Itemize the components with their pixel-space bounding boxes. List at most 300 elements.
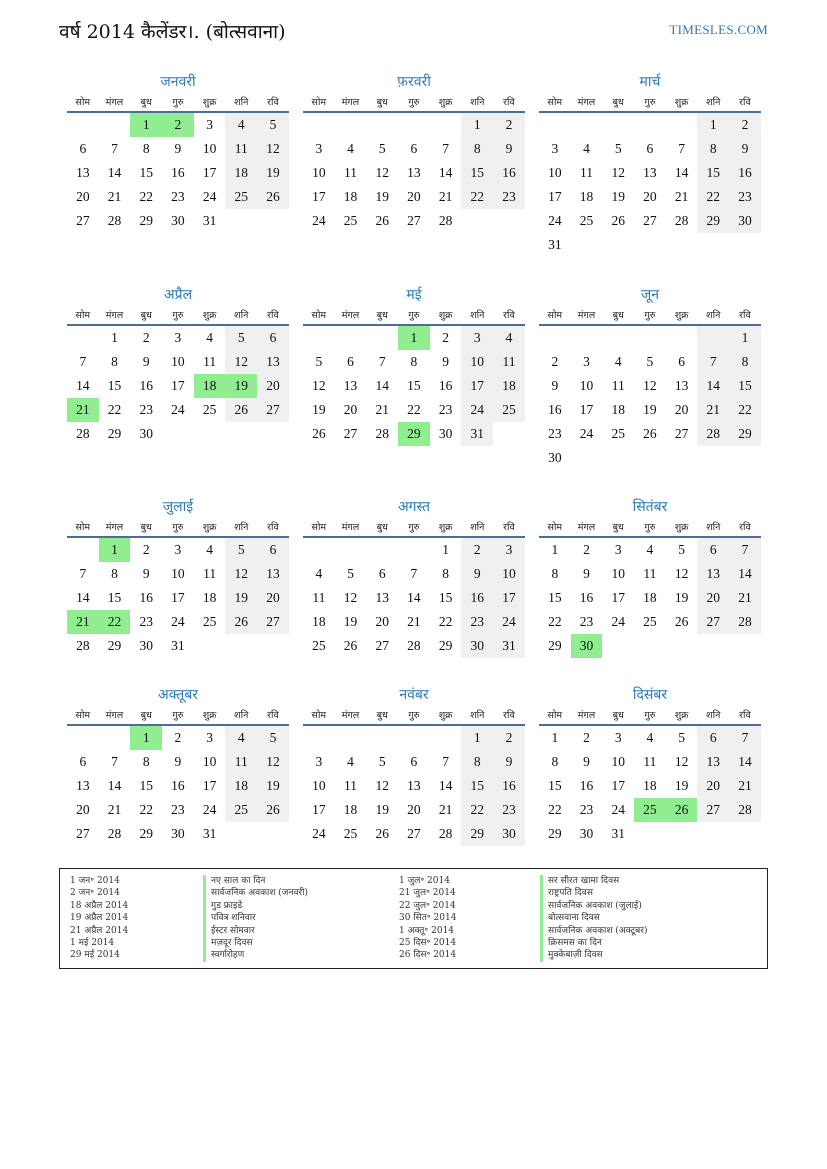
day-cell[interactable]: 25 [202, 614, 217, 629]
day-cell[interactable]: 7 [378, 354, 386, 369]
day-cell[interactable]: 16 [461, 586, 493, 610]
day-cell[interactable]: 1 [442, 542, 449, 557]
day-cell[interactable]: 21 [438, 802, 453, 817]
day-cell[interactable]: 14 [375, 378, 389, 393]
day-cell[interactable]: 27 [643, 213, 657, 228]
day-cell[interactable]: 5 [646, 354, 654, 369]
day-cell[interactable]: 5 [225, 326, 257, 350]
day-cell[interactable]: 13 [697, 750, 729, 774]
day-cell[interactable]: 21 [67, 398, 99, 422]
day-cell[interactable]: 2 [493, 113, 525, 137]
day-cell[interactable]: 18 [225, 774, 257, 798]
day-cell[interactable]: 14 [76, 590, 90, 605]
day-cell[interactable]: 31 [461, 422, 493, 446]
day-cell[interactable]: 24 [312, 826, 326, 841]
day-cell[interactable]: 9 [174, 754, 182, 769]
day-cell[interactable]: 28 [76, 426, 90, 441]
day-cell[interactable]: 17 [312, 189, 326, 204]
day-cell[interactable]: 26 [674, 614, 689, 629]
day-cell[interactable]: 26 [375, 213, 389, 228]
day-cell[interactable]: 8 [551, 754, 559, 769]
day-cell[interactable]: 15 [139, 778, 153, 793]
day-cell[interactable]: 20 [375, 614, 389, 629]
day-cell[interactable]: 22 [461, 185, 493, 209]
day-cell[interactable]: 19 [257, 774, 289, 798]
day-cell[interactable]: 15 [461, 161, 493, 185]
site-link[interactable]: TIMESLES.COM [669, 22, 768, 37]
day-cell[interactable]: 15 [438, 590, 453, 605]
day-cell[interactable]: 10 [611, 566, 625, 581]
day-cell[interactable]: 16 [493, 774, 525, 798]
day-cell[interactable]: 15 [729, 374, 761, 398]
day-cell[interactable]: 9 [729, 137, 761, 161]
day-cell[interactable]: 27 [697, 798, 729, 822]
day-cell[interactable]: 29 [548, 826, 562, 841]
day-cell[interactable]: 15 [461, 774, 493, 798]
day-cell[interactable]: 7 [111, 754, 118, 769]
day-cell[interactable]: 24 [171, 614, 185, 629]
day-cell[interactable]: 6 [646, 141, 654, 156]
day-cell[interactable]: 9 [493, 750, 525, 774]
day-cell[interactable]: 23 [139, 402, 153, 417]
day-cell[interactable]: 6 [678, 354, 685, 369]
day-cell[interactable]: 20 [697, 774, 729, 798]
day-cell[interactable]: 30 [729, 209, 761, 233]
day-cell[interactable]: 19 [643, 402, 657, 417]
day-cell[interactable]: 8 [142, 141, 150, 156]
day-cell[interactable]: 4 [347, 754, 354, 769]
day-cell[interactable]: 16 [729, 161, 761, 185]
day-cell[interactable]: 2 [583, 542, 590, 557]
day-cell[interactable]: 30 [493, 822, 525, 846]
day-cell[interactable]: 28 [375, 426, 389, 441]
day-cell[interactable]: 28 [674, 213, 689, 228]
day-cell[interactable]: 27 [674, 426, 689, 441]
day-cell[interactable]: 5 [257, 113, 289, 137]
day-cell[interactable]: 12 [674, 566, 689, 581]
day-cell[interactable]: 21 [729, 774, 761, 798]
day-cell[interactable]: 5 [378, 754, 386, 769]
day-cell[interactable]: 29 [107, 638, 122, 653]
day-cell[interactable]: 24 [461, 398, 493, 422]
day-cell[interactable]: 2 [142, 330, 150, 345]
day-cell[interactable]: 29 [548, 638, 562, 653]
day-cell[interactable]: 25 [312, 638, 326, 653]
day-cell[interactable]: 8 [551, 566, 559, 581]
day-cell[interactable]: 17 [611, 590, 625, 605]
day-cell[interactable]: 23 [729, 185, 761, 209]
day-cell[interactable]: 20 [257, 586, 289, 610]
day-cell[interactable]: 13 [375, 590, 389, 605]
day-cell[interactable]: 25 [611, 426, 625, 441]
day-cell[interactable]: 4 [646, 730, 654, 745]
day-cell[interactable]: 23 [579, 802, 594, 817]
day-cell[interactable]: 22 [729, 398, 761, 422]
day-cell[interactable]: 12 [257, 137, 289, 161]
day-cell[interactable]: 18 [225, 161, 257, 185]
day-cell[interactable]: 1 [398, 326, 430, 350]
day-cell[interactable]: 7 [729, 538, 761, 562]
day-cell[interactable]: 26 [225, 398, 257, 422]
day-cell[interactable]: 8 [461, 137, 493, 161]
day-cell[interactable]: 31 [171, 638, 185, 653]
day-cell[interactable]: 25 [343, 213, 358, 228]
day-cell[interactable]: 11 [225, 137, 257, 161]
day-cell[interactable]: 30 [438, 426, 453, 441]
day-cell[interactable]: 4 [493, 326, 525, 350]
day-cell[interactable]: 3 [583, 354, 590, 369]
day-cell[interactable]: 25 [343, 826, 358, 841]
day-cell[interactable]: 22 [139, 802, 153, 817]
day-cell[interactable]: 12 [225, 562, 257, 586]
day-cell[interactable]: 10 [579, 378, 594, 393]
day-cell[interactable]: 29 [697, 209, 729, 233]
day-cell[interactable]: 1 [551, 542, 559, 557]
day-cell[interactable]: 8 [111, 354, 118, 369]
day-cell[interactable]: 18 [312, 614, 326, 629]
day-cell[interactable]: 23 [171, 189, 185, 204]
day-cell[interactable]: 17 [171, 378, 185, 393]
day-cell[interactable]: 2 [162, 113, 194, 137]
day-cell[interactable]: 2 [442, 330, 449, 345]
day-cell[interactable]: 11 [203, 354, 217, 369]
day-cell[interactable]: 14 [697, 374, 729, 398]
day-cell[interactable]: 22 [697, 185, 729, 209]
day-cell[interactable]: 13 [76, 778, 90, 793]
day-cell[interactable]: 23 [493, 185, 525, 209]
day-cell[interactable]: 16 [139, 590, 153, 605]
day-cell[interactable]: 24 [202, 802, 217, 817]
day-cell[interactable]: 28 [729, 610, 761, 634]
day-cell[interactable]: 26 [643, 426, 657, 441]
day-cell[interactable]: 11 [643, 754, 657, 769]
day-cell[interactable]: 9 [174, 141, 182, 156]
day-cell[interactable]: 12 [643, 378, 657, 393]
day-cell[interactable]: 22 [139, 189, 153, 204]
day-cell[interactable]: 6 [697, 726, 729, 750]
day-cell[interactable]: 2 [493, 726, 525, 750]
day-cell[interactable]: 12 [312, 378, 326, 393]
day-cell[interactable]: 1 [111, 330, 118, 345]
day-cell[interactable]: 12 [375, 165, 389, 180]
day-cell[interactable]: 5 [257, 726, 289, 750]
day-cell[interactable]: 25 [202, 402, 217, 417]
day-cell[interactable]: 10 [171, 354, 185, 369]
day-cell[interactable]: 7 [442, 754, 449, 769]
day-cell[interactable]: 27 [257, 398, 289, 422]
day-cell[interactable]: 19 [312, 402, 326, 417]
day-cell[interactable]: 16 [579, 778, 594, 793]
day-cell[interactable]: 15 [548, 778, 562, 793]
day-cell[interactable]: 22 [99, 610, 131, 634]
day-cell[interactable]: 18 [611, 402, 625, 417]
day-cell[interactable]: 30 [171, 826, 185, 841]
day-cell[interactable]: 19 [343, 614, 358, 629]
day-cell[interactable]: 19 [375, 189, 389, 204]
day-cell[interactable]: 28 [76, 638, 90, 653]
day-cell[interactable]: 20 [257, 374, 289, 398]
day-cell[interactable]: 27 [343, 426, 358, 441]
day-cell[interactable]: 24 [579, 426, 594, 441]
day-cell[interactable]: 15 [107, 590, 122, 605]
day-cell[interactable]: 13 [407, 778, 421, 793]
day-cell[interactable]: 17 [202, 778, 217, 793]
day-cell[interactable]: 4 [225, 726, 257, 750]
day-cell[interactable]: 27 [375, 638, 389, 653]
day-cell[interactable]: 2 [142, 542, 150, 557]
day-cell[interactable]: 24 [611, 614, 625, 629]
day-cell[interactable]: 23 [579, 614, 594, 629]
day-cell[interactable]: 4 [347, 141, 354, 156]
day-cell[interactable]: 25 [579, 213, 594, 228]
day-cell[interactable]: 19 [674, 778, 689, 793]
day-cell[interactable]: 17 [202, 165, 217, 180]
day-cell[interactable]: 3 [315, 141, 323, 156]
day-cell[interactable]: 13 [257, 562, 289, 586]
day-cell[interactable]: 31 [611, 826, 625, 841]
day-cell[interactable]: 28 [407, 638, 421, 653]
day-cell[interactable]: 29 [107, 426, 122, 441]
day-cell[interactable]: 26 [666, 798, 698, 822]
day-cell[interactable]: 11 [225, 750, 257, 774]
day-cell[interactable]: 8 [729, 350, 761, 374]
day-cell[interactable]: 1 [130, 113, 162, 137]
day-cell[interactable]: 3 [461, 326, 493, 350]
day-cell[interactable]: 25 [225, 798, 257, 822]
day-cell[interactable]: 24 [611, 802, 625, 817]
day-cell[interactable]: 18 [343, 802, 358, 817]
day-cell[interactable]: 10 [312, 778, 326, 793]
day-cell[interactable]: 23 [438, 402, 453, 417]
day-cell[interactable]: 21 [729, 586, 761, 610]
day-cell[interactable]: 6 [257, 538, 289, 562]
day-cell[interactable]: 29 [139, 213, 153, 228]
day-cell[interactable]: 3 [493, 538, 525, 562]
day-cell[interactable]: 3 [614, 542, 622, 557]
day-cell[interactable]: 6 [79, 141, 87, 156]
day-cell[interactable]: 3 [315, 754, 323, 769]
day-cell[interactable]: 26 [225, 610, 257, 634]
day-cell[interactable]: 14 [438, 165, 453, 180]
day-cell[interactable]: 30 [171, 213, 185, 228]
day-cell[interactable]: 13 [343, 378, 358, 393]
day-cell[interactable]: 6 [410, 141, 418, 156]
day-cell[interactable]: 18 [202, 590, 217, 605]
day-cell[interactable]: 8 [142, 754, 150, 769]
day-cell[interactable]: 21 [107, 189, 122, 204]
day-cell[interactable]: 12 [257, 750, 289, 774]
day-cell[interactable]: 25 [634, 798, 666, 822]
day-cell[interactable]: 21 [407, 614, 421, 629]
day-cell[interactable]: 9 [461, 562, 493, 586]
day-cell[interactable]: 1 [461, 113, 493, 137]
day-cell[interactable]: 22 [548, 614, 562, 629]
day-cell[interactable]: 24 [202, 189, 217, 204]
day-cell[interactable]: 20 [697, 586, 729, 610]
day-cell[interactable]: 9 [583, 754, 590, 769]
day-cell[interactable]: 13 [76, 165, 90, 180]
day-cell[interactable]: 21 [67, 610, 99, 634]
day-cell[interactable]: 14 [729, 750, 761, 774]
day-cell[interactable]: 19 [375, 802, 389, 817]
day-cell[interactable]: 30 [579, 826, 594, 841]
day-cell[interactable]: 6 [697, 538, 729, 562]
day-cell[interactable]: 18 [493, 374, 525, 398]
day-cell[interactable]: 1 [697, 113, 729, 137]
day-cell[interactable]: 11 [580, 165, 594, 180]
day-cell[interactable]: 16 [171, 165, 185, 180]
day-cell[interactable]: 9 [551, 378, 559, 393]
day-cell[interactable]: 21 [674, 189, 689, 204]
day-cell[interactable]: 13 [674, 378, 689, 393]
day-cell[interactable]: 17 [461, 374, 493, 398]
day-cell[interactable]: 30 [461, 634, 493, 658]
day-cell[interactable]: 15 [139, 165, 153, 180]
day-cell[interactable]: 12 [375, 778, 389, 793]
day-cell[interactable]: 4 [206, 542, 213, 557]
day-cell[interactable]: 20 [407, 189, 421, 204]
day-cell[interactable]: 7 [111, 141, 118, 156]
day-cell[interactable]: 8 [111, 566, 118, 581]
day-cell[interactable]: 26 [343, 638, 358, 653]
day-cell[interactable]: 24 [493, 610, 525, 634]
day-cell[interactable]: 31 [493, 634, 525, 658]
day-cell[interactable]: 19 [611, 189, 625, 204]
day-cell[interactable]: 10 [461, 350, 493, 374]
day-cell[interactable]: 15 [697, 161, 729, 185]
day-cell[interactable]: 21 [697, 398, 729, 422]
day-cell[interactable]: 24 [548, 213, 562, 228]
day-cell[interactable]: 13 [257, 350, 289, 374]
day-cell[interactable]: 21 [438, 189, 453, 204]
day-cell[interactable]: 4 [646, 542, 654, 557]
day-cell[interactable]: 29 [729, 422, 761, 446]
day-cell[interactable]: 26 [611, 213, 625, 228]
day-cell[interactable]: 30 [139, 426, 153, 441]
day-cell[interactable]: 2 [461, 538, 493, 562]
day-cell[interactable]: 3 [174, 330, 182, 345]
day-cell[interactable]: 28 [438, 826, 453, 841]
day-cell[interactable]: 12 [611, 165, 625, 180]
day-cell[interactable]: 20 [76, 802, 90, 817]
day-cell[interactable]: 31 [548, 237, 562, 252]
day-cell[interactable]: 25 [493, 398, 525, 422]
day-cell[interactable]: 6 [378, 566, 386, 581]
day-cell[interactable]: 14 [407, 590, 421, 605]
day-cell[interactable]: 17 [312, 802, 326, 817]
day-cell[interactable]: 20 [674, 402, 689, 417]
day-cell[interactable]: 11 [643, 566, 657, 581]
day-cell[interactable]: 15 [548, 590, 562, 605]
day-cell[interactable]: 4 [206, 330, 213, 345]
day-cell[interactable]: 7 [729, 726, 761, 750]
day-cell[interactable]: 28 [697, 422, 729, 446]
day-cell[interactable]: 14 [674, 165, 689, 180]
day-cell[interactable]: 30 [139, 638, 153, 653]
day-cell[interactable]: 15 [407, 378, 421, 393]
day-cell[interactable]: 24 [312, 213, 326, 228]
day-cell[interactable]: 7 [79, 354, 87, 369]
day-cell[interactable]: 19 [257, 161, 289, 185]
day-cell[interactable]: 19 [674, 590, 689, 605]
day-cell[interactable]: 14 [107, 165, 122, 180]
day-cell[interactable]: 7 [442, 141, 449, 156]
day-cell[interactable]: 1 [130, 726, 162, 750]
day-cell[interactable]: 26 [375, 826, 389, 841]
day-cell[interactable]: 18 [194, 374, 226, 398]
day-cell[interactable]: 2 [583, 730, 590, 745]
day-cell[interactable]: 10 [202, 141, 217, 156]
day-cell[interactable]: 4 [225, 113, 257, 137]
day-cell[interactable]: 20 [643, 189, 657, 204]
day-cell[interactable]: 2 [729, 113, 761, 137]
day-cell[interactable]: 2 [551, 354, 559, 369]
day-cell[interactable]: 27 [76, 826, 90, 841]
day-cell[interactable]: 23 [548, 426, 562, 441]
day-cell[interactable]: 4 [614, 354, 622, 369]
day-cell[interactable]: 13 [697, 562, 729, 586]
day-cell[interactable]: 3 [551, 141, 559, 156]
day-cell[interactable]: 29 [438, 638, 453, 653]
day-cell[interactable]: 13 [407, 165, 421, 180]
day-cell[interactable]: 17 [171, 590, 185, 605]
day-cell[interactable]: 27 [76, 213, 90, 228]
day-cell[interactable]: 9 [583, 566, 590, 581]
day-cell[interactable]: 6 [257, 326, 289, 350]
day-cell[interactable]: 16 [579, 590, 594, 605]
day-cell[interactable]: 11 [344, 778, 358, 793]
day-cell[interactable]: 27 [697, 610, 729, 634]
day-cell[interactable]: 3 [206, 730, 213, 745]
day-cell[interactable]: 1 [551, 730, 559, 745]
day-cell[interactable]: 5 [614, 141, 622, 156]
day-cell[interactable]: 21 [375, 402, 389, 417]
day-cell[interactable]: 18 [643, 778, 657, 793]
day-cell[interactable]: 7 [79, 566, 87, 581]
day-cell[interactable]: 19 [225, 374, 257, 398]
day-cell[interactable]: 22 [548, 802, 562, 817]
day-cell[interactable]: 6 [79, 754, 87, 769]
day-cell[interactable]: 19 [225, 586, 257, 610]
day-cell[interactable]: 10 [312, 165, 326, 180]
day-cell[interactable]: 5 [678, 730, 685, 745]
day-cell[interactable]: 10 [202, 754, 217, 769]
day-cell[interactable]: 31 [202, 213, 217, 228]
day-cell[interactable]: 12 [225, 350, 257, 374]
day-cell[interactable]: 16 [139, 378, 153, 393]
day-cell[interactable]: 22 [461, 798, 493, 822]
day-cell[interactable]: 9 [142, 354, 150, 369]
day-cell[interactable]: 22 [438, 614, 453, 629]
day-cell[interactable]: 7 [678, 141, 685, 156]
day-cell[interactable]: 14 [76, 378, 90, 393]
day-cell[interactable]: 23 [139, 614, 153, 629]
day-cell[interactable]: 28 [729, 798, 761, 822]
day-cell[interactable]: 4 [583, 141, 590, 156]
day-cell[interactable]: 8 [410, 354, 418, 369]
day-cell[interactable]: 5 [225, 538, 257, 562]
day-cell[interactable]: 16 [171, 778, 185, 793]
day-cell[interactable]: 28 [107, 826, 122, 841]
day-cell[interactable]: 16 [438, 378, 453, 393]
day-cell[interactable]: 10 [611, 754, 625, 769]
day-cell[interactable]: 3 [614, 730, 622, 745]
day-cell[interactable]: 29 [398, 422, 430, 446]
day-cell[interactable]: 17 [611, 778, 625, 793]
day-cell[interactable]: 5 [678, 542, 685, 557]
day-cell[interactable]: 20 [76, 189, 90, 204]
day-cell[interactable]: 5 [378, 141, 386, 156]
